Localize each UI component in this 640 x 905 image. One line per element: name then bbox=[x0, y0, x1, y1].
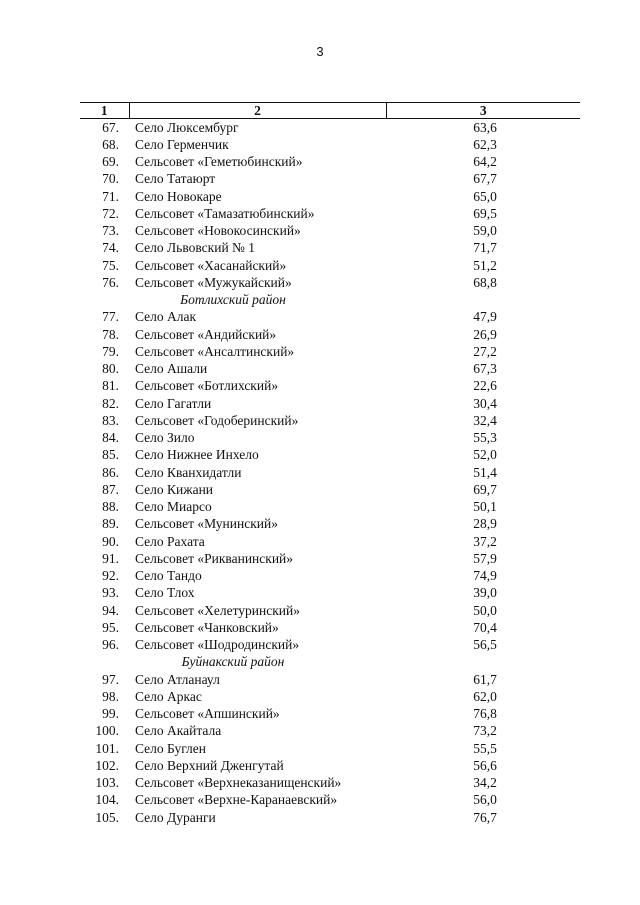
settlement-name: Сельсовет «Хасанайский» bbox=[135, 257, 287, 273]
row-value: 52,0 bbox=[473, 447, 497, 463]
row-number: 102. bbox=[95, 757, 119, 773]
row-number: 73. bbox=[102, 223, 119, 239]
district-heading-row bbox=[80, 292, 580, 309]
row-number: 105. bbox=[95, 809, 119, 825]
row-value: 55,5 bbox=[473, 740, 497, 756]
table-body bbox=[80, 119, 580, 827]
settlement-name: Село Кванхидатли bbox=[135, 464, 242, 480]
row-value: 34,2 bbox=[473, 775, 497, 791]
table-row bbox=[80, 412, 580, 429]
row-number: 82. bbox=[102, 395, 119, 411]
row-value: 26,9 bbox=[473, 326, 497, 342]
settlement-name: Село Тандо bbox=[135, 568, 202, 584]
row-number: 76. bbox=[102, 274, 119, 290]
settlement-name: Село Герменчик bbox=[135, 136, 229, 152]
settlement-name: Сельсовет «Шодродинский» bbox=[135, 637, 300, 653]
column-header-name: 2 bbox=[129, 103, 386, 119]
row-number: 91. bbox=[102, 550, 119, 566]
table-row bbox=[80, 309, 580, 326]
page-number: 3 bbox=[316, 44, 324, 59]
table-row bbox=[80, 688, 580, 705]
row-value: 62,3 bbox=[473, 136, 497, 152]
settlement-name: Сельсовет «Новокосинский» bbox=[135, 223, 301, 239]
table-row bbox=[80, 706, 580, 723]
row-number: 79. bbox=[102, 343, 119, 359]
table-row bbox=[80, 740, 580, 757]
row-value: 69,5 bbox=[473, 205, 497, 221]
row-value: 37,2 bbox=[473, 533, 497, 549]
table-row bbox=[80, 188, 580, 205]
row-number: 80. bbox=[102, 361, 119, 377]
row-number: 86. bbox=[102, 464, 119, 480]
row-number: 90. bbox=[102, 533, 119, 549]
table-row bbox=[80, 516, 580, 533]
settlement-name: Село Алак bbox=[135, 309, 197, 325]
row-value: 56,0 bbox=[473, 792, 497, 808]
settlement-name: Сельсовет «Верхнеказанищенский» bbox=[135, 775, 342, 791]
row-number: 104. bbox=[95, 792, 119, 808]
settlement-name: Село Кижани bbox=[135, 481, 214, 497]
table-row bbox=[80, 378, 580, 395]
row-number: 67. bbox=[102, 119, 119, 135]
settlement-name: Сельсовет «Андийский» bbox=[135, 326, 277, 342]
settlement-name: Село Дуранги bbox=[135, 809, 216, 825]
row-number: 84. bbox=[102, 430, 119, 446]
settlement-name: Сельсовет «Хелетуринский» bbox=[135, 602, 300, 618]
row-value: 76,8 bbox=[473, 706, 497, 722]
settlement-name: Село Татаюрт bbox=[135, 171, 216, 187]
row-value: 55,3 bbox=[473, 430, 497, 446]
row-value: 74,9 bbox=[473, 568, 497, 584]
settlement-name: Сельсовет «Апшинский» bbox=[135, 706, 280, 722]
table-row bbox=[80, 792, 580, 809]
row-value: 47,9 bbox=[473, 309, 497, 325]
table-row bbox=[80, 119, 580, 137]
row-value: 67,7 bbox=[473, 171, 497, 187]
table-row bbox=[80, 671, 580, 688]
row-number: 70. bbox=[102, 171, 119, 187]
row-number: 78. bbox=[102, 326, 119, 342]
settlement-name: Сельсовет «Верхне-Каранаевский» bbox=[135, 792, 338, 808]
table-row bbox=[80, 274, 580, 291]
row-value: 39,0 bbox=[473, 585, 497, 601]
row-number: 69. bbox=[102, 154, 119, 170]
settlement-name: Село Ашали bbox=[135, 361, 208, 377]
table-row bbox=[80, 775, 580, 792]
table-row bbox=[80, 723, 580, 740]
empty-cell bbox=[386, 292, 580, 309]
settlement-name: Сельсовет «Ансалтинский» bbox=[135, 343, 295, 359]
settlement-name: Село Рахата bbox=[135, 533, 205, 549]
row-value: 63,6 bbox=[473, 119, 497, 135]
row-value: 50,1 bbox=[473, 499, 497, 515]
settlement-name: Село Львовский № 1 bbox=[135, 240, 256, 256]
row-value: 69,7 bbox=[473, 481, 497, 497]
table-row bbox=[80, 223, 580, 240]
row-number: 94. bbox=[102, 602, 119, 618]
row-number: 68. bbox=[102, 136, 119, 152]
row-number: 99. bbox=[102, 706, 119, 722]
row-number: 95. bbox=[102, 619, 119, 635]
table-row bbox=[80, 205, 580, 222]
row-number: 96. bbox=[102, 637, 119, 653]
row-value: 68,8 bbox=[473, 274, 497, 290]
row-value: 32,4 bbox=[473, 412, 497, 428]
row-value: 51,2 bbox=[473, 257, 497, 273]
row-value: 67,3 bbox=[473, 361, 497, 377]
table-row bbox=[80, 430, 580, 447]
row-value: 50,0 bbox=[473, 602, 497, 618]
table-row bbox=[80, 585, 580, 602]
row-number: 74. bbox=[102, 240, 119, 256]
table-row bbox=[80, 464, 580, 481]
settlement-name: Село Верхний Дженгутай bbox=[135, 757, 284, 773]
row-number: 92. bbox=[102, 568, 119, 584]
table-row bbox=[80, 257, 580, 274]
row-number: 83. bbox=[102, 412, 119, 428]
settlement-name: Сельсовет «Рикванинский» bbox=[135, 550, 294, 566]
column-header-number: 1 bbox=[80, 103, 129, 119]
row-value: 76,7 bbox=[473, 809, 497, 825]
row-number: 89. bbox=[102, 516, 119, 532]
row-number: 72. bbox=[102, 205, 119, 221]
row-number: 87. bbox=[102, 481, 119, 497]
row-number: 81. bbox=[102, 378, 119, 394]
table-row bbox=[80, 550, 580, 567]
row-number: 75. bbox=[102, 257, 119, 273]
settlement-name: Сельсовет «Мужукайский» bbox=[135, 274, 292, 290]
table-row bbox=[80, 568, 580, 585]
settlement-name: Село Новокаре bbox=[135, 188, 222, 204]
table-row bbox=[80, 343, 580, 360]
row-number: 98. bbox=[102, 688, 119, 704]
table-row bbox=[80, 619, 580, 636]
row-value: 64,2 bbox=[473, 154, 497, 170]
table-row bbox=[80, 533, 580, 550]
table-row bbox=[80, 757, 580, 774]
table-row bbox=[80, 499, 580, 516]
row-number: 97. bbox=[102, 671, 119, 687]
table-row bbox=[80, 326, 580, 343]
row-number: 88. bbox=[102, 499, 119, 515]
row-number: 100. bbox=[95, 723, 119, 739]
row-number: 85. bbox=[102, 447, 119, 463]
district-heading: Буйнакский район bbox=[181, 654, 285, 670]
row-value: 65,0 bbox=[473, 188, 497, 204]
settlement-name: Село Буглен bbox=[135, 740, 206, 756]
row-number: 93. bbox=[102, 585, 119, 601]
settlement-name: Село Люксембург bbox=[135, 119, 239, 135]
settlement-name: Село Тлох bbox=[135, 585, 195, 601]
settlement-name: Село Акайтала bbox=[135, 723, 222, 739]
settlement-name: Село Атланаул bbox=[135, 671, 220, 687]
row-value: 30,4 bbox=[473, 395, 497, 411]
row-value: 56,5 bbox=[473, 637, 497, 653]
row-number: 71. bbox=[102, 188, 119, 204]
table-row bbox=[80, 809, 580, 826]
settlement-name: Сельсовет «Тамазатюбинский» bbox=[135, 205, 315, 221]
table-row bbox=[80, 602, 580, 619]
table-row bbox=[80, 481, 580, 498]
settlement-name: Сельсовет «Годоберинский» bbox=[135, 412, 299, 428]
settlement-name: Село Миарсо bbox=[135, 499, 212, 515]
row-value: 56,6 bbox=[473, 757, 497, 773]
settlement-name: Село Гагатли bbox=[135, 395, 212, 411]
row-value: 71,7 bbox=[473, 240, 497, 256]
table-row bbox=[80, 447, 580, 464]
row-value: 61,7 bbox=[473, 671, 497, 687]
row-number: 103. bbox=[95, 775, 119, 791]
settlement-name: Село Аркас bbox=[135, 688, 202, 704]
settlement-name: Село Нижнее Инхело bbox=[135, 447, 259, 463]
table-row bbox=[80, 395, 580, 412]
table-row bbox=[80, 637, 580, 654]
row-value: 59,0 bbox=[473, 223, 497, 239]
row-number: 77. bbox=[102, 309, 119, 325]
settlement-name: Село Зило bbox=[135, 430, 195, 446]
table-header-row bbox=[80, 103, 580, 119]
table-row bbox=[80, 361, 580, 378]
row-value: 57,9 bbox=[473, 550, 497, 566]
row-number: 101. bbox=[95, 740, 119, 756]
row-value: 22,6 bbox=[473, 378, 497, 394]
empty-cell bbox=[386, 654, 580, 671]
row-value: 51,4 bbox=[473, 464, 497, 480]
settlement-name: Сельсовет «Ботлихский» bbox=[135, 378, 279, 394]
district-heading: Ботлихский район bbox=[180, 292, 286, 308]
table-row bbox=[80, 240, 580, 257]
table-row bbox=[80, 136, 580, 153]
table-row bbox=[80, 171, 580, 188]
data-table bbox=[80, 102, 580, 826]
row-value: 70,4 bbox=[473, 619, 497, 635]
table-row bbox=[80, 154, 580, 171]
column-header-value: 3 bbox=[386, 103, 580, 119]
settlement-name: Сельсовет «Чанковский» bbox=[135, 619, 279, 635]
row-value: 27,2 bbox=[473, 343, 497, 359]
settlement-name: Сельсовет «Мунинский» bbox=[135, 516, 278, 532]
settlement-name: Сельсовет «Геметюбинский» bbox=[135, 154, 303, 170]
row-value: 28,9 bbox=[473, 516, 497, 532]
row-value: 73,2 bbox=[473, 723, 497, 739]
row-value: 62,0 bbox=[473, 688, 497, 704]
district-heading-row bbox=[80, 654, 580, 671]
